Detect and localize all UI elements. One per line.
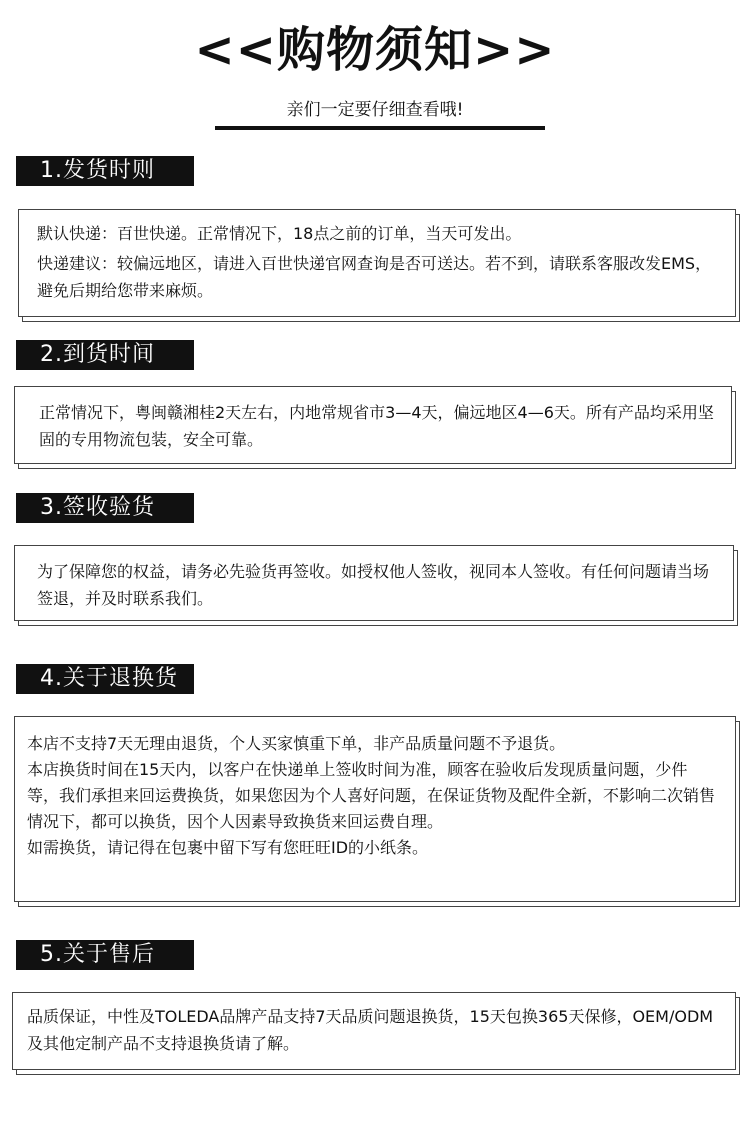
paragraph-default-courier: 默认快递：百世快递。正常情况下，18点之前的订单，当天可发出。 — [37, 224, 522, 243]
section-content-shipping-rules — [18, 209, 736, 317]
section-box-after-sales — [12, 992, 736, 1070]
paragraph-exchange-note: 如需换货，请记得在包裹中留下写有您旺旺ID的小纸条。 — [27, 838, 429, 857]
section-content-after-sales — [12, 992, 736, 1070]
section-heading-inspection: 3.签收验货 — [16, 493, 194, 523]
page-subtitle: 亲们一定要仔细查看哦! — [286, 100, 464, 120]
page-title: <<购物须知>> — [194, 22, 556, 78]
section-content-arrival-time — [14, 386, 732, 464]
section-content-inspection — [14, 545, 734, 621]
paragraph-arrival-time: 正常情况下，粤闽赣湘桂2天左右，内地常规省市3—4天，偏远地区4—6天。所有产品均采用坚固的专用物流包装，安全可靠。 — [39, 403, 714, 449]
section-box-arrival-time — [14, 386, 732, 464]
section-box-inspection — [14, 545, 734, 621]
section-box-returns — [14, 716, 736, 902]
title-underline — [215, 126, 545, 130]
paragraph-after-sales: 品质保证，中性及TOLEDA品牌产品支持7天品质问题退换货，15天包换365天保修，OEM/ODM及其他定制产品不支持退换货请了解。 — [27, 1007, 714, 1053]
section-heading-arrival-time: 2.到货时间 — [16, 340, 194, 370]
section-heading-shipping-rules: 1.发货时则 — [16, 156, 194, 186]
section-box-shipping-rules — [18, 209, 736, 317]
paragraph-courier-advice: 快递建议：较偏远地区，请进入百世快递官网查询是否可送达。若不到，请联系客服改发EMS，避免后期给您带来麻烦。 — [37, 254, 712, 300]
section-heading-after-sales: 5.关于售后 — [16, 940, 194, 970]
section-heading-returns: 4.关于退换货 — [16, 664, 194, 694]
paragraph-exchange-policy: 本店换货时间在15天内，以客户在快递单上签收时间为准，顾客在验收后发现质量问题，少件等，我们承担来回运费换货，如果您因为个人喜好问题，在保证货物及配件全新，不影响二次销售情况下，都可以换货，因个人因素导致换货来回运费自理。 — [27, 760, 716, 831]
section-content-returns — [14, 716, 736, 902]
paragraph-no-seven-day-returns: 本店不支持7天无理由退货，个人买家慎重下单，非产品质量问题不予退货。 — [27, 734, 566, 753]
paragraph-inspection: 为了保障您的权益，请务必先验货再签收。如授权他人签收，视同本人签收。有任何问题请当场签退，并及时联系我们。 — [37, 562, 710, 608]
